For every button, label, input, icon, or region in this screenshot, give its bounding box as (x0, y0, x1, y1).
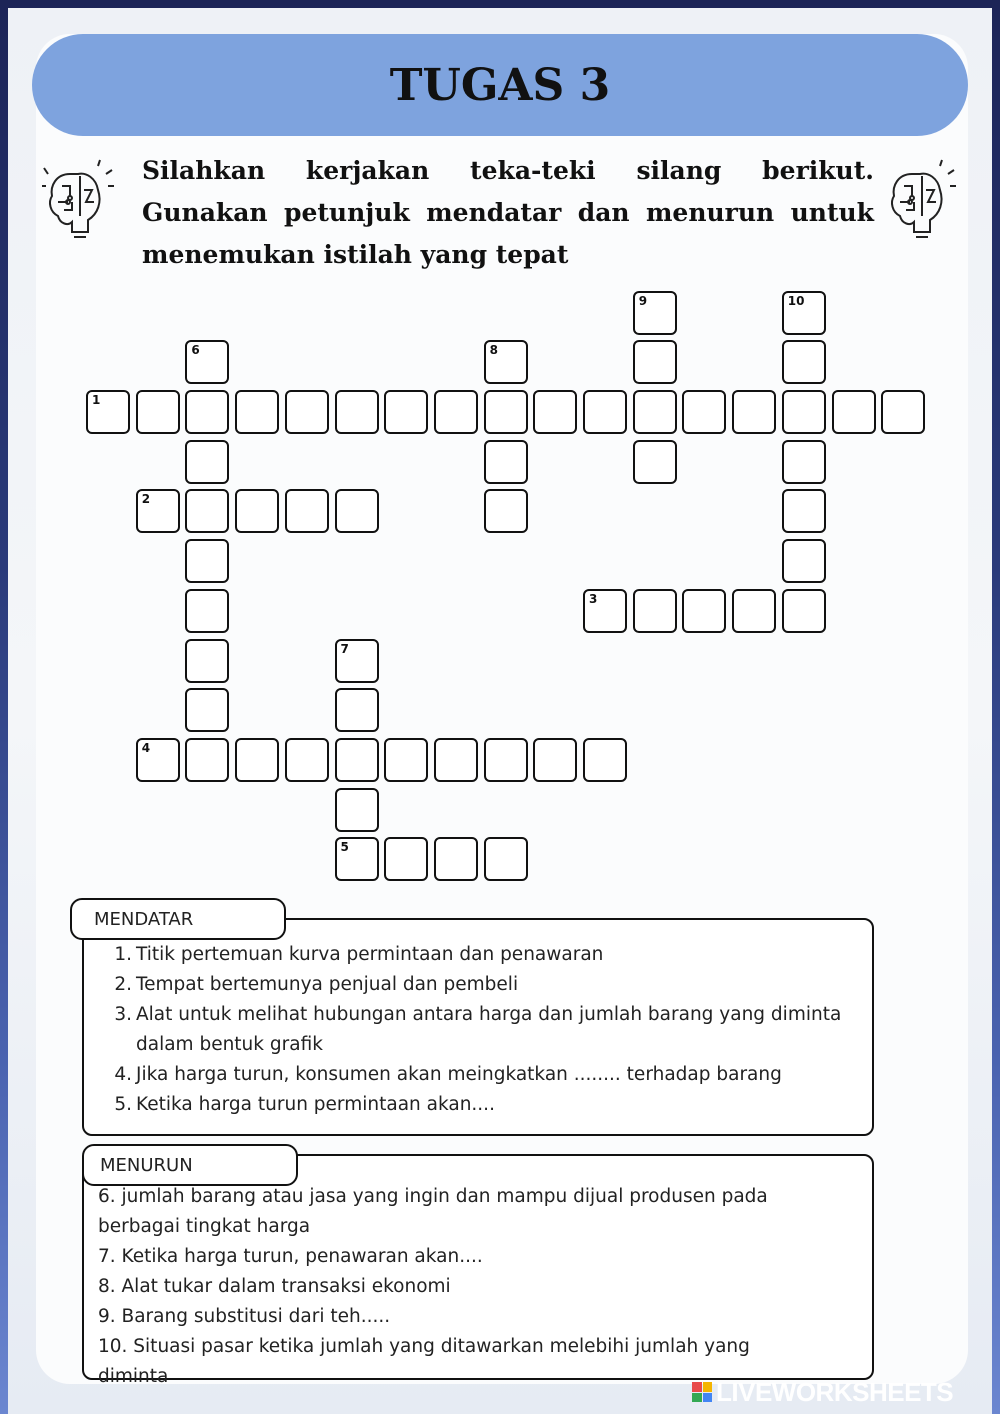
crossword-cell[interactable] (384, 738, 428, 782)
brain-bulb-icon (42, 156, 116, 242)
clue-text: Alat untuk melihat hubungan antara harga dan jumlah barang yang diminta dalam bentuk grafik (136, 1004, 842, 1055)
crossword-cell[interactable] (185, 688, 229, 732)
menurun-clue: 7. Ketika harga turun, penawaran akan.... (98, 1246, 483, 1267)
crossword-cell[interactable] (335, 788, 379, 832)
menurun-clue: 10. Situasi pasar ketika jumlah yang ditawarkan melebihi jumlah yang diminta (98, 1336, 750, 1387)
clue-number: 1. (114, 944, 132, 965)
clue-number: 8 (489, 343, 498, 358)
clue-number: 4 (141, 740, 151, 755)
crossword-cell[interactable] (285, 738, 329, 782)
clue-number: 4. (114, 1064, 132, 1085)
watermark-text: LIVEWORKSHEETS (716, 1376, 954, 1407)
crossword-cell[interactable] (185, 340, 229, 384)
mendatar-clue (108, 1060, 848, 1090)
crossword-cell[interactable] (782, 340, 826, 384)
crossword-cell[interactable] (583, 738, 627, 782)
crossword-cell[interactable] (484, 340, 528, 384)
clue-number: 6 (191, 343, 200, 358)
menurun-clue: 9. Barang substitusi dari teh..... (98, 1306, 391, 1327)
mendatar-clue (108, 940, 848, 970)
crossword-cell[interactable] (185, 440, 229, 484)
crossword-cell[interactable] (782, 390, 826, 434)
instructions: Silahkan kerjakan teka-teki silang berikut. Gunakan petunjuk mendatar dan menurun untuk menemukan istilah yang tepat (142, 156, 874, 269)
crossword-cell[interactable] (185, 539, 229, 583)
clue-text: Ketika harga turun permintaan akan.... (136, 1094, 495, 1115)
crossword-cell[interactable] (782, 539, 826, 583)
crossword-cell[interactable] (434, 390, 478, 434)
crossword-cell[interactable] (235, 489, 279, 533)
crossword-cell[interactable] (682, 390, 726, 434)
crossword-cell[interactable] (335, 489, 379, 533)
clue-number: 3. (114, 1004, 132, 1025)
clue-number: 7 (340, 641, 349, 656)
mendatar-clues (108, 940, 848, 1120)
clue-text: Tempat bertemunya penjual dan pembeli (136, 974, 519, 995)
crossword-cell[interactable] (185, 589, 229, 633)
crossword-cell[interactable] (832, 390, 876, 434)
crossword-cell[interactable] (583, 390, 627, 434)
clue-number: 10 (787, 293, 805, 308)
clue-text: Jika harga turun, konsumen akan meingkatkan ........ terhadap barang (136, 1064, 782, 1085)
menurun-clues (98, 1182, 798, 1392)
menurun-clue: 6. jumlah barang atau jasa yang ingin dan mampu dijual produsen pada berbagai tingkat harga (98, 1186, 768, 1237)
crossword-cell[interactable] (335, 639, 379, 683)
mendatar-clue (108, 1090, 848, 1120)
crossword-cell[interactable] (484, 738, 528, 782)
menurun-clue: 8. Alat tukar dalam transaksi ekonomi (98, 1276, 451, 1297)
menurun-header: MENURUN (82, 1144, 298, 1186)
crossword-cell[interactable] (136, 489, 180, 533)
clue-number: 5 (340, 840, 349, 855)
crossword-cell[interactable] (484, 440, 528, 484)
crossword-cell[interactable] (732, 589, 776, 633)
clue-number: 5. (114, 1094, 132, 1115)
crossword-cell[interactable] (185, 639, 229, 683)
crossword-cell[interactable] (484, 390, 528, 434)
clue-number: 2 (141, 492, 151, 507)
clue-text: Titik pertemuan kurva permintaan dan penawaran (136, 944, 604, 965)
crossword-cell[interactable] (235, 390, 279, 434)
crossword-cell[interactable] (285, 390, 329, 434)
crossword-cell[interactable] (185, 738, 229, 782)
crossword-cell[interactable] (782, 291, 826, 335)
crossword-cell[interactable] (136, 390, 180, 434)
crossword-cell[interactable] (384, 837, 428, 881)
mendatar-clue (108, 1000, 848, 1060)
crossword-cell[interactable] (335, 738, 379, 782)
crossword-cell[interactable] (335, 390, 379, 434)
crossword-cell[interactable] (782, 489, 826, 533)
brain-bulb-icon (884, 156, 958, 242)
clue-number: 1 (92, 393, 101, 407)
crossword-cell[interactable] (434, 738, 478, 782)
crossword-cell[interactable] (285, 489, 329, 533)
crossword-cell[interactable] (384, 390, 428, 434)
crossword-cell[interactable] (235, 738, 279, 782)
clue-number: 2. (114, 974, 132, 995)
crossword-cell[interactable] (633, 390, 677, 434)
crossword-cell[interactable] (782, 589, 826, 633)
crossword-cell[interactable] (533, 738, 577, 782)
title-bar (32, 34, 968, 136)
crossword-cell[interactable] (583, 589, 627, 633)
crossword-cell[interactable] (633, 440, 677, 484)
crossword-cell[interactable] (732, 390, 776, 434)
crossword-cell[interactable] (484, 489, 528, 533)
mendatar-header: MENDATAR (70, 898, 286, 940)
crossword-cell[interactable] (434, 837, 478, 881)
crossword-cell[interactable] (335, 688, 379, 732)
crossword-cell[interactable] (633, 340, 677, 384)
crossword-cell[interactable] (881, 390, 925, 434)
page-title: TUGAS 3 (389, 59, 611, 111)
liveworksheets-mark-icon (692, 1382, 712, 1402)
crossword-cell[interactable] (136, 738, 180, 782)
crossword-cell[interactable] (185, 489, 229, 533)
crossword-cell[interactable] (782, 440, 826, 484)
crossword-cell[interactable] (86, 390, 130, 434)
crossword-cell[interactable] (335, 837, 379, 881)
mendatar-clue (108, 970, 848, 1000)
crossword-cell[interactable] (185, 390, 229, 434)
crossword-cell[interactable] (533, 390, 577, 434)
crossword-cell[interactable] (484, 837, 528, 881)
clue-number: 9 (638, 293, 648, 308)
crossword-cell[interactable] (633, 291, 677, 335)
crossword-cell[interactable] (633, 589, 677, 633)
liveworksheets-logo (692, 1376, 953, 1408)
crossword-cell[interactable] (682, 589, 726, 633)
clue-number: 3 (589, 591, 598, 606)
